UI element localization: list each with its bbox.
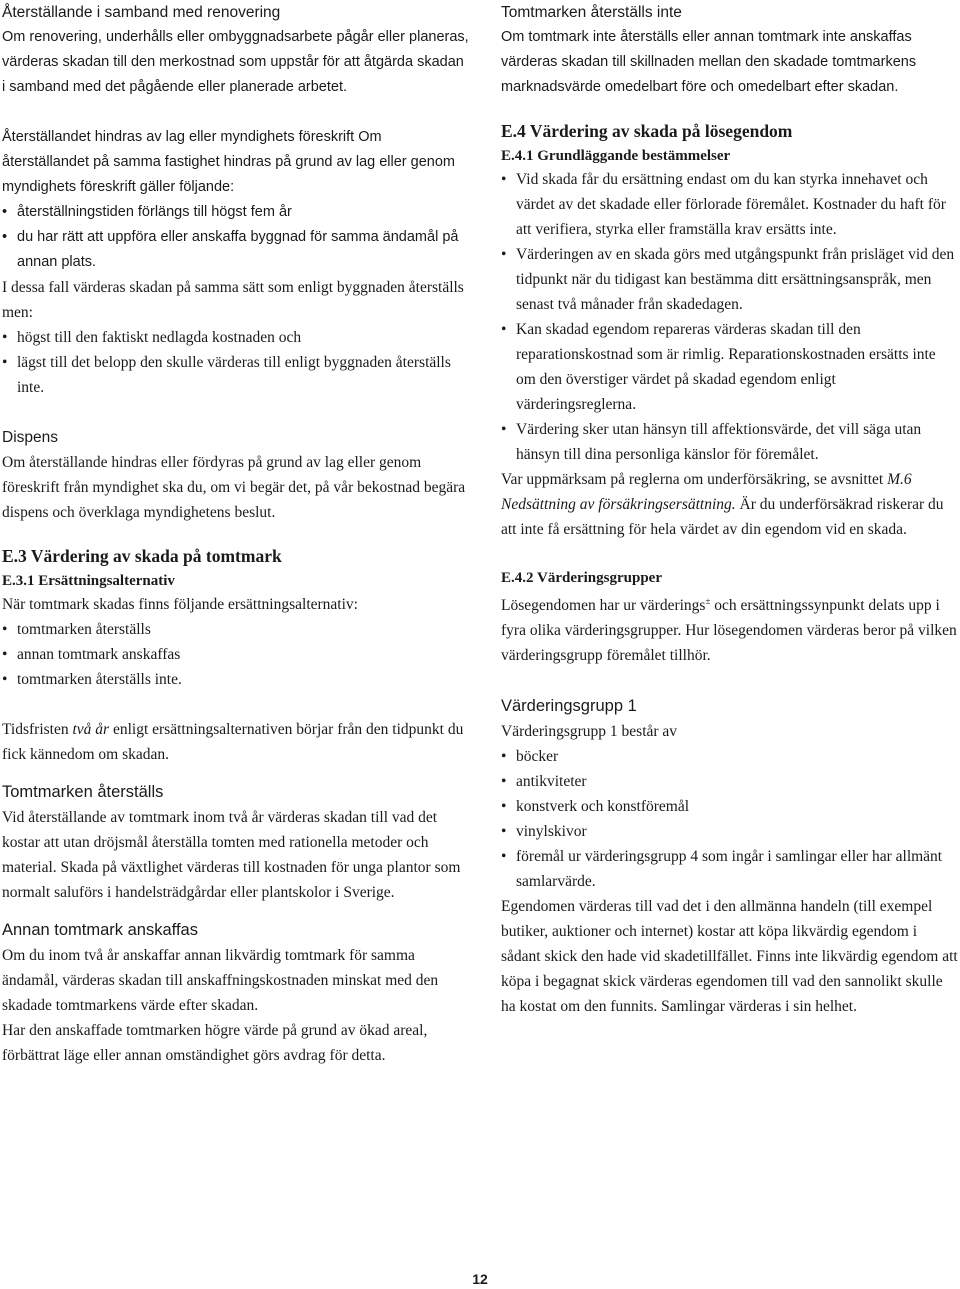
list-item: • tomtmarken återställs inte. [2,667,470,692]
varderingsgrupp-1-text: Egendomen värderas till vad det i den allmänna handeln (till exempel butiker, auktioner och internet) kostar att köpa likvärdig egendom i sådant skick den hade vid skadetillfället. Finns inte likvärdig egendom att köpa i begagnat skick värderas egendomen till vad den sannolikt skulle ha kostat om den funnits. Samlingar värderas i sin helhet. [501,898,958,1016]
list-item: • högst till den faktiskt nedlagda kostnaden och [2,325,470,350]
list-item: • återställningstiden förlängs till högst fem år [2,200,470,225]
left-column [2,0,470,1068]
list-item: • Kan skadad egendom repareras värderas skadan till den reparationskostnad som är rimlig. Reparationskostnaden ersätts inte om den överstiger värdet på skadad egendom enligt värderingsreglerna. [501,317,959,417]
list-item: • vinylskivor [501,819,959,844]
list-item: • tomtmarken återställs [2,617,470,642]
list-item: • Vid skada får du ersättning endast om du kan styrka innehavet och värdet av det skadade eller förlorade föremålet. Kostnader du haft för att verifiera, styrka eller framställa krav ersätts inte. [501,167,959,242]
heading-e42: E.4.2 Värderingsgrupper [501,570,662,586]
underforsakring-text-end: Är du underförsäkrad riskerar du att inte få ersättning för hela värdet av din egendom vid en skada. [501,496,944,538]
renovering-text: Om renovering, underhålls eller ombyggnadsarbete pågår eller planeras, värderas skadan till den merkostnad som uppstår för att åtgärda skadan i samband med det pågående eller planerade arbetet. [2,29,469,95]
tidsfrist-emphasis: två år [72,721,110,738]
e41-list [501,167,959,467]
right-column [501,0,959,1019]
tidsfrist-text-end: enligt ersättningsalternativen börjar från den tidpunkt du fick kännedom om skadan. [2,721,464,763]
section-title-tomtmarken-aterstalls-inte: Tomtmarken återställs inte [501,4,682,21]
varderingsgrupp-1-list [501,744,959,894]
hindras-list [2,200,470,275]
tidsfrist-text [2,717,470,767]
annan-tomtmark-text-1: Om du inom två år anskaffar annan likvärdig tomtmark för samma ändamål, värderas skadan till anskaffningskostnaden minskat med den skadade tomtmarkens värde efter skadan. [2,947,439,1014]
list-item: • du har rätt att uppföra eller anskaffa byggnad för samma ändamål på annan plats. [2,225,470,275]
list-item: • annan tomtmark anskaffas [2,642,470,667]
tomtmarken-aterstalls-text: Vid återställande av tomtmark inom två år värderas skadan till vad det kostar att utan dröjsmål återställa tomten med rationella metoder och material. Skada på växtlighet värderas till kostnaden för unga plantor som normalt saluförs i handelsträdgårdar eller plantskolor i Sverige. [2,809,461,901]
underforsakring-reference-link: M.6 Nedsättning av försäkringsersättning. [501,471,912,513]
section-title-varderingsgrupp-1: Värderingsgrupp 1 [501,697,637,716]
section-title-annan-tomtmark: Annan tomtmark anskaffas [2,921,198,939]
dessa-fall-text: I dessa fall värderas skadan på samma sätt som enligt byggnaden återställs men: [2,279,464,321]
list-item: • antikviteter [501,769,959,794]
tidsfrist-text-start: Tidsfristen [2,721,73,738]
list-item: • Värderingen av en skada görs med utgångspunkt från prisläget vid den tidpunkt när du tidigast kan bestämma ditt ersättningsanspråk, men senast två månader från skadedagen. [501,242,959,317]
hindras-text: Återställandet hindras av lag eller myndighets föreskrift Om återställandet på samma fastighet hindras på grund av lag eller genom myndighets föreskrift gäller följande: [2,129,455,195]
vardering-grupper-text-end: och ersättningssynpunkt delats upp i fyra olika värderingsgrupper. Hur lösegendomen värderas beror på vilken värderingsgrupp föremålet tillhör. [501,597,957,665]
list-item: • konstverk och konstföremål [501,794,959,819]
annan-tomtmark-text-2: Har den anskaffade tomtmarken högre värde på grund av ökad areal, förbättrat läge eller annan omständighet görs avdrag för detta. [2,1022,428,1064]
underforsakring-text-start: Var uppmärksam på reglerna om underförsäkring, se avsnittet [501,471,888,488]
list-item: • böcker [501,744,959,769]
section-title-renovering: Återställande i samband med renovering [2,4,281,21]
e31-list [2,617,470,692]
section-title-tomtmarken-aterstalls: Tomtmarken återställs [2,783,164,801]
heading-e4: E.4 Värdering av skada på lösegendom [501,121,793,141]
list-item: • föremål ur värderingsgrupp 4 som ingår i samlingar eller har allmänt samlarvärde. [501,844,959,894]
heading-e41: E.4.1 Grundläggande bestämmelser [501,148,731,164]
tomtmarken-aterstalls-inte-text: Om tomtmark inte återställs eller annan tomtmark inte anskaffas värderas skadan till skillnaden mellan den skadade tomtmarkens marknadsvärde omedelbart före och omedelbart efter skadan. [501,29,917,95]
vardering-grupper-text-start: Lösegendomen har ur värderings [501,597,706,615]
list-item: • Värdering sker utan hänsyn till affektionsvärde, det vill säga utan hänsyn till dina personliga känslor för föremålet. [501,417,959,467]
underforsakring-text [501,467,959,542]
e31-intro-text: När tomtmark skadas finns följande ersättningsalternativ: [2,596,358,613]
heading-e3: E.3 Värdering av skada på tomtmark [2,546,282,566]
vardering-grupper-text [501,589,959,668]
dessa-fall-list [2,325,470,400]
heading-e31: E.3.1 Ersättningsalternativ [2,573,175,589]
varderingsgrupp-1-intro: Värderingsgrupp 1 består av [501,723,678,741]
section-title-dispens: Dispens [2,429,58,446]
dispens-text: Om återställande hindras eller fördyras på grund av lag eller genom föreskrift från myndighet ska du, om vi begär det, på vår bekostnad begära dispens och överklaga myndighetens beslut. [2,454,466,521]
list-item: • lägst till det belopp den skulle värderas till enligt byggnaden återställs inte. [2,350,470,400]
vardering-mark: ± [705,596,711,606]
page-number: 12 [472,1271,488,1287]
